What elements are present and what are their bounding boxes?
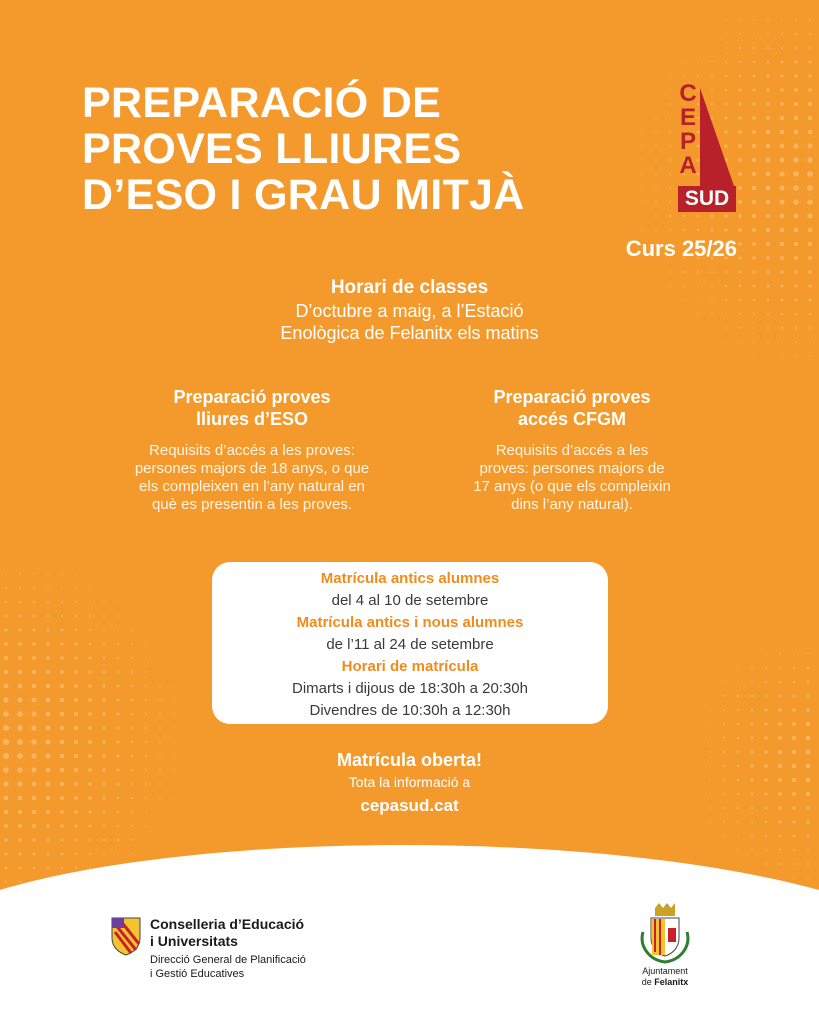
- old-students-dates: del 4 al 10 de setembre: [331, 592, 489, 609]
- poster-title: [82, 80, 602, 218]
- conselleria-name: Conselleria d’Educació i Universitats: [150, 916, 305, 949]
- eso-heading: Preparació proves lliures d’ESO: [173, 387, 331, 429]
- cfgm-heading: Preparació proves accés CFGM: [493, 387, 651, 429]
- old-students-heading: Matrícula antics alumnes: [320, 570, 500, 587]
- enrolment-hours-heading: Horari de matrícula: [341, 658, 479, 675]
- website-link[interactable]: cepasud.cat: [360, 796, 459, 815]
- balearic-shield-icon: [110, 916, 142, 956]
- cta-headline: Matrícula oberta!: [336, 750, 483, 770]
- new-students-heading: Matrícula antics i nous alumnes: [296, 614, 524, 631]
- ajuntament-logo: [620, 902, 710, 988]
- enrolment-box: [212, 562, 608, 724]
- conselleria-text: [150, 916, 306, 981]
- schedule-line: D’octubre a maig, a l’Estació: [295, 301, 524, 321]
- call-to-action: [0, 748, 819, 818]
- cfgm-requirements: Requisits d’accés a les proves: persones majors de 17 anys (o que els compleixin dins l’any natural).: [473, 442, 671, 513]
- title-line: PROVES LLIURES: [82, 125, 462, 173]
- ajuntament-line1: Ajuntament: [642, 966, 688, 976]
- eso-requirements: Requisits d’accés a les proves: persones majors de 18 anys, o que els compleixen en l’any natural en què es presentin a les proves.: [134, 442, 370, 513]
- logo-sud-label: SUD: [678, 186, 736, 212]
- logo-letters: C E P A: [679, 80, 697, 179]
- enrolment-hours-line: Divendres de 10:30h a 12:30h: [309, 702, 511, 719]
- felanitx-crest-icon: [635, 902, 695, 964]
- conselleria-department: Direcció General de Planificació i Gestió Educatives: [150, 954, 306, 980]
- title-line: PREPARACIÓ DE: [82, 79, 442, 127]
- ajuntament-line2: de Felanitx: [641, 977, 689, 987]
- cepa-sud-logo: [672, 82, 740, 216]
- title-line: D’ESO I GRAU MITJÀ: [82, 171, 525, 219]
- course-label: Curs 25/26: [625, 236, 737, 261]
- schedule-line: Enològica de Felanitx els matins: [280, 323, 539, 343]
- class-schedule: [0, 276, 819, 344]
- enrolment-hours-line: Dimarts i dijous de 18:30h a 20:30h: [292, 680, 528, 697]
- eso-section: [102, 386, 402, 514]
- cfgm-section: [422, 386, 722, 514]
- conselleria-logo: [110, 916, 370, 996]
- new-students-dates: de l’11 al 24 de setembre: [326, 636, 494, 653]
- schedule-heading: Horari de classes: [330, 277, 489, 298]
- cta-info: Tota la informació a: [348, 774, 471, 790]
